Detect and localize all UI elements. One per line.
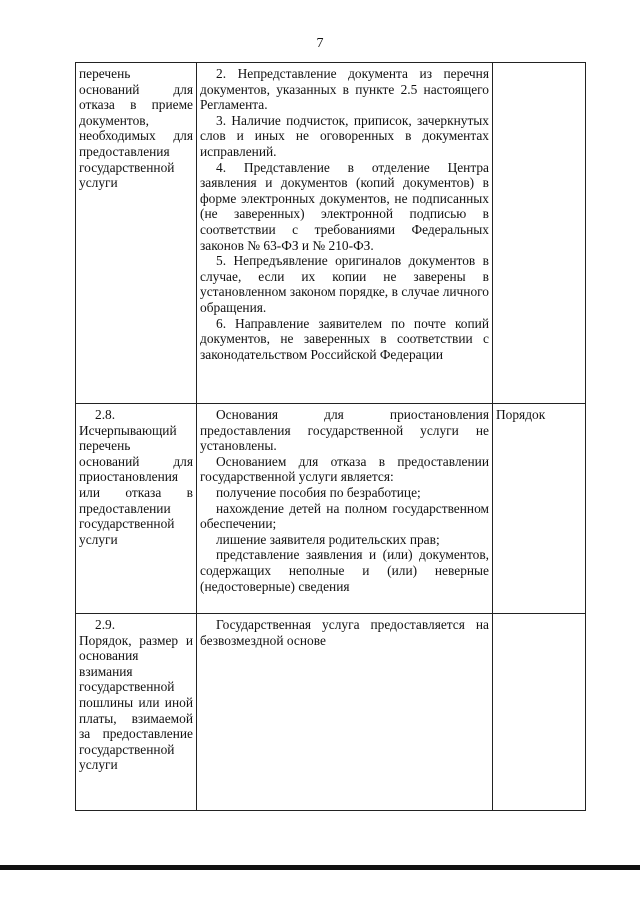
row-number: 2.8. [95,407,116,422]
row-note-cell [493,404,586,614]
table-row [76,404,586,614]
row-number [79,617,193,633]
row-label-cell [76,614,197,811]
content-list-item: получение пособия по безработице; [216,484,421,500]
row-content-cell [197,404,493,614]
row-label-cell [76,63,197,404]
row-label-text: перечень оснований для отказа в приеме документов, необходимых для предоставления государственной услуги [79,66,193,191]
row-label-text: Порядок, размер и основания взимания государственной пошлины или иной платы, взимаемой за предоставление государственной услуги [79,632,193,773]
content-paragraph: Государственная услуга предоставляется на безвозмездной основе [200,617,489,648]
content-paragraph: Основания для приостановления предоставления государственной услуги не установлены. [200,407,489,454]
regulation-table [75,62,586,811]
content-paragraph: 2. Непредставление документа из перечня документов, указанных в пункте 2.5 настоящего Регламента. [200,66,489,113]
row-content-cell [197,614,493,811]
content-list-item: нахождение детей на полном государственном обеспечении; [200,500,489,532]
content-paragraph: 6. Направление заявителем по почте копий документов, не заверенных в соответствии с законодательством Российской Федерации [200,315,489,362]
content-paragraph: Основанием для отказа в предоставлении государственной услуги является: [200,453,489,485]
content-paragraph: 3. Наличие подчисток, приписок, зачеркнутых слов и иных не оговоренных в документах исправлений. [200,112,489,159]
row-number-value: 2.9. [95,617,116,632]
scan-edge-bar [0,865,640,870]
content-paragraph: 5. Непредъявление оригиналов документов в случае, если их копии не заверены в установленном законом порядке, в случае личного обращения. [200,253,489,315]
row-label-text: Исчерпывающий перечень оснований для приостановления или отказа в предоставлении государственной услуги [79,422,193,547]
page-number: 7 [316,36,324,51]
content-paragraph: 4. Представление в отделение Центра заявления и документов (копий документов) в форме электронных документов, не подписанных (не заверенных) электронной подписью в соответствии с требованиями Федеральных законов № 63-ФЗ и № 210-ФЗ. [200,159,489,253]
content-list-item: представление заявления и (или) документов, содержащих неполные и (или) неверные (недостоверные) сведения [200,547,489,594]
row-note-cell [493,614,586,811]
table-row [76,614,586,811]
row-note-text: Порядок [496,407,546,422]
row-note-cell [493,63,586,404]
row-content-cell [197,63,493,404]
content-list-item: лишение заявителя родительских прав; [216,531,440,547]
table-row [76,63,586,404]
row-label-cell [76,404,197,614]
